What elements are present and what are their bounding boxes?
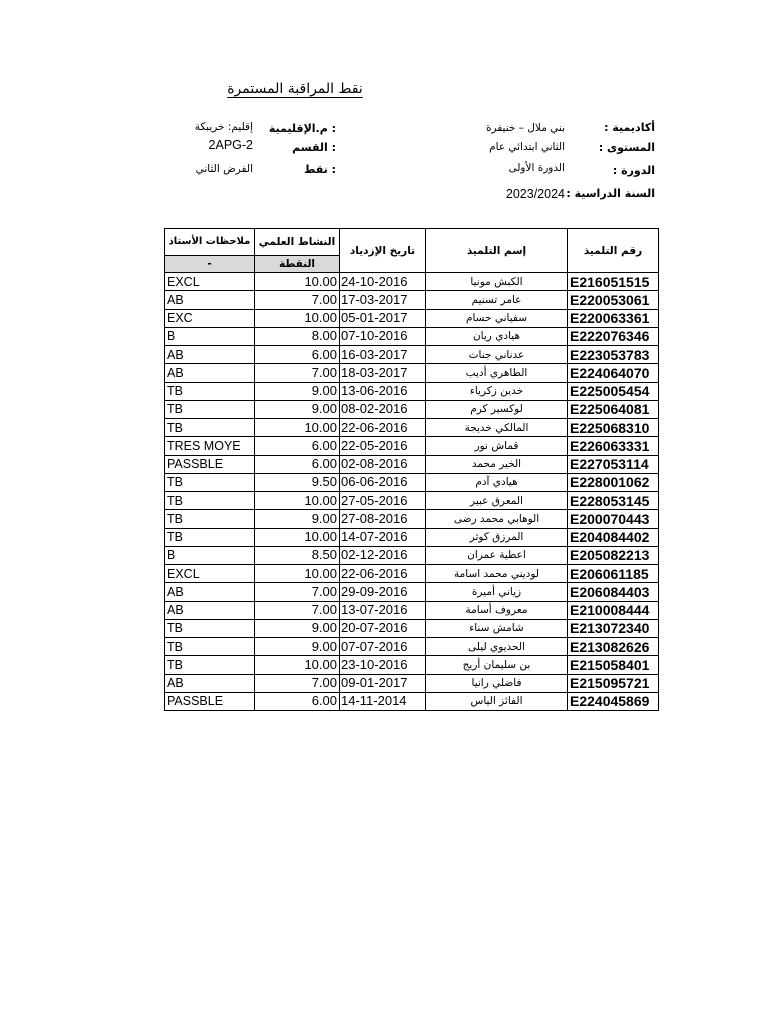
table-body bbox=[165, 273, 659, 711]
student-id-cell: E225068310 bbox=[568, 419, 659, 437]
student-name-cell: المالكي خديجة bbox=[426, 419, 568, 437]
birthdate-cell: 09-01-2017 bbox=[340, 674, 426, 692]
grade-cell: 7.00 bbox=[255, 601, 340, 619]
table-row bbox=[165, 473, 659, 491]
note-cell: AB bbox=[165, 601, 255, 619]
student-id-cell: E220053061 bbox=[568, 291, 659, 309]
note-cell: TB bbox=[165, 473, 255, 491]
birthdate-cell: 07-07-2016 bbox=[340, 638, 426, 656]
student-name-cell: الحديوي ليلى bbox=[426, 638, 568, 656]
birthdate-cell: 02-08-2016 bbox=[340, 455, 426, 473]
student-name-cell: شامش سناء bbox=[426, 619, 568, 637]
note-cell: PASSBLE bbox=[165, 692, 255, 710]
note-cell: TB bbox=[165, 400, 255, 418]
birthdate-cell: 23-10-2016 bbox=[340, 656, 426, 674]
birthdate-cell: 02-12-2016 bbox=[340, 546, 426, 564]
note-cell: TRES MOYE bbox=[165, 437, 255, 455]
birthdate-cell: 24-10-2016 bbox=[340, 273, 426, 291]
student-id-cell: E227053114 bbox=[568, 455, 659, 473]
class-label: : القسم bbox=[292, 141, 336, 154]
student-id-cell: E222076346 bbox=[568, 327, 659, 345]
activity-header: النشاط العلمي bbox=[255, 229, 340, 256]
student-name-cell: معروف أسامة bbox=[426, 601, 568, 619]
note-cell: EXCL bbox=[165, 273, 255, 291]
table-row bbox=[165, 619, 659, 637]
level-label: المستوى : bbox=[598, 141, 655, 154]
birthdate-cell: 14-07-2016 bbox=[340, 528, 426, 546]
student-id-cell: E210008444 bbox=[568, 601, 659, 619]
student-name-cell: زياني أميرة bbox=[426, 583, 568, 601]
birthdate-cell: 05-01-2017 bbox=[340, 309, 426, 327]
grade-subheader: النقطة bbox=[255, 256, 340, 273]
grade-cell: 6.00 bbox=[255, 346, 340, 364]
student-name-cell: عامر تسنيم bbox=[426, 291, 568, 309]
table-row bbox=[165, 674, 659, 692]
school-year-label: السنة الدراسية : bbox=[566, 187, 655, 200]
grade-cell: 7.00 bbox=[255, 364, 340, 382]
grade-cell: 9.00 bbox=[255, 382, 340, 400]
birthdate-cell: 06-06-2016 bbox=[340, 473, 426, 491]
student-id-cell: E226063331 bbox=[568, 437, 659, 455]
student-id-cell: E225005454 bbox=[568, 382, 659, 400]
table-row bbox=[165, 346, 659, 364]
grade-cell: 9.00 bbox=[255, 638, 340, 656]
birthdate-cell: 22-06-2016 bbox=[340, 419, 426, 437]
grade-cell: 9.00 bbox=[255, 400, 340, 418]
student-name-cell: المرزق كوثر bbox=[426, 528, 568, 546]
birthdate-cell: 07-10-2016 bbox=[340, 327, 426, 345]
grade-cell: 8.50 bbox=[255, 546, 340, 564]
table-row bbox=[165, 419, 659, 437]
assessment-value: الفرض الثاني bbox=[195, 163, 253, 175]
student-id-cell: E205082213 bbox=[568, 546, 659, 564]
note-cell: TB bbox=[165, 528, 255, 546]
student-id-cell: E228001062 bbox=[568, 473, 659, 491]
note-cell: TB bbox=[165, 656, 255, 674]
note-cell: TB bbox=[165, 510, 255, 528]
grade-cell: 10.00 bbox=[255, 309, 340, 327]
note-cell: B bbox=[165, 546, 255, 564]
directorate-value: إقليم: خريبكة bbox=[194, 121, 253, 133]
student-name-header: إسم التلميذ bbox=[426, 229, 568, 273]
grade-cell: 10.00 bbox=[255, 419, 340, 437]
student-id-cell: E225064081 bbox=[568, 400, 659, 418]
student-name-cell: الطاهري أديب bbox=[426, 364, 568, 382]
birthdate-cell: 29-09-2016 bbox=[340, 583, 426, 601]
table-row bbox=[165, 437, 659, 455]
student-name-cell: المعرق عبير bbox=[426, 492, 568, 510]
grade-cell: 7.00 bbox=[255, 291, 340, 309]
student-id-cell: E224064070 bbox=[568, 364, 659, 382]
student-name-cell: الفائز الياس bbox=[426, 692, 568, 710]
assessment-label: : نقط bbox=[303, 163, 336, 176]
birthdate-cell: 13-06-2016 bbox=[340, 382, 426, 400]
grade-cell: 9.00 bbox=[255, 619, 340, 637]
student-name-cell: هيادي آدم bbox=[426, 473, 568, 491]
table-row bbox=[165, 510, 659, 528]
table-row bbox=[165, 291, 659, 309]
grade-cell: 10.00 bbox=[255, 565, 340, 583]
student-id-cell: E213072340 bbox=[568, 619, 659, 637]
birthdate-cell: 27-08-2016 bbox=[340, 510, 426, 528]
student-name-cell: سفياني حسام bbox=[426, 309, 568, 327]
grade-cell: 10.00 bbox=[255, 528, 340, 546]
note-cell: TB bbox=[165, 382, 255, 400]
student-id-cell: E206084403 bbox=[568, 583, 659, 601]
school-year-value: 2023/2024 bbox=[505, 187, 565, 201]
academy-value: بني ملال – خنيفرة bbox=[485, 122, 565, 134]
birthdate-cell: 14-11-2014 bbox=[340, 692, 426, 710]
student-id-cell: E220063361 bbox=[568, 309, 659, 327]
student-id-cell: E213082626 bbox=[568, 638, 659, 656]
grade-cell: 8.00 bbox=[255, 327, 340, 345]
header-row bbox=[165, 229, 659, 256]
note-cell: TB bbox=[165, 638, 255, 656]
birthdate-cell: 27-05-2016 bbox=[340, 492, 426, 510]
table-row bbox=[165, 565, 659, 583]
grade-cell: 9.00 bbox=[255, 510, 340, 528]
student-id-header: رقم التلميذ bbox=[568, 229, 659, 273]
birthdate-cell: 13-07-2016 bbox=[340, 601, 426, 619]
note-cell: AB bbox=[165, 583, 255, 601]
class-value: 2APG-2 bbox=[208, 138, 253, 152]
student-id-cell: E223053783 bbox=[568, 346, 659, 364]
student-name-cell: بن سليمان أريج bbox=[426, 656, 568, 674]
birthdate-cell: 16-03-2017 bbox=[340, 346, 426, 364]
level-value: الثاني ابتدائي عام bbox=[489, 141, 565, 153]
note-cell: AB bbox=[165, 346, 255, 364]
student-name-cell: فاضلي رانيا bbox=[426, 674, 568, 692]
table-row bbox=[165, 273, 659, 291]
table-row bbox=[165, 692, 659, 710]
table-row bbox=[165, 638, 659, 656]
notes-subheader: - bbox=[165, 256, 255, 273]
note-cell: TB bbox=[165, 492, 255, 510]
student-id-cell: E200070443 bbox=[568, 510, 659, 528]
birthdate-header: تاريخ الإزدياد bbox=[340, 229, 426, 273]
student-id-cell: E224045869 bbox=[568, 692, 659, 710]
table-row bbox=[165, 656, 659, 674]
student-id-cell: E216051515 bbox=[568, 273, 659, 291]
table-row bbox=[165, 400, 659, 418]
note-cell: TB bbox=[165, 619, 255, 637]
table-row bbox=[165, 309, 659, 327]
table-header bbox=[165, 229, 659, 273]
student-name-cell: اعطية عمران bbox=[426, 546, 568, 564]
note-cell: AB bbox=[165, 364, 255, 382]
note-cell: B bbox=[165, 327, 255, 345]
table-row bbox=[165, 583, 659, 601]
grade-cell: 10.00 bbox=[255, 492, 340, 510]
birthdate-cell: 18-03-2017 bbox=[340, 364, 426, 382]
student-id-cell: E215095721 bbox=[568, 674, 659, 692]
student-id-cell: E228053145 bbox=[568, 492, 659, 510]
note-cell: EXC bbox=[165, 309, 255, 327]
grade-cell: 6.00 bbox=[255, 437, 340, 455]
student-name-cell: الكبش مونيا bbox=[426, 273, 568, 291]
student-name-cell: عدناني جنات bbox=[426, 346, 568, 364]
student-name-cell: لوكسير كرم bbox=[426, 400, 568, 418]
note-cell: AB bbox=[165, 291, 255, 309]
table-row bbox=[165, 455, 659, 473]
student-id-cell: E215058401 bbox=[568, 656, 659, 674]
grade-cell: 6.00 bbox=[255, 692, 340, 710]
grade-cell: 10.00 bbox=[255, 656, 340, 674]
table-row bbox=[165, 601, 659, 619]
birthdate-cell: 08-02-2016 bbox=[340, 400, 426, 418]
grade-cell: 9.50 bbox=[255, 473, 340, 491]
student-name-cell: هيادي ريان bbox=[426, 327, 568, 345]
table-row bbox=[165, 492, 659, 510]
student-id-cell: E206061185 bbox=[568, 565, 659, 583]
table-row bbox=[165, 382, 659, 400]
student-name-cell: خدين زكرياء bbox=[426, 382, 568, 400]
academy-label: أكاديمية : bbox=[604, 121, 655, 134]
student-name-cell: الوهابي محمد رضى bbox=[426, 510, 568, 528]
page-title: نقط المراقبة المستمرة bbox=[227, 81, 363, 97]
notes-header: ملاحظات الأستاذ bbox=[165, 229, 255, 256]
birthdate-cell: 22-05-2016 bbox=[340, 437, 426, 455]
table-row bbox=[165, 528, 659, 546]
grade-cell: 7.00 bbox=[255, 674, 340, 692]
note-cell: EXCL bbox=[165, 565, 255, 583]
directorate-label: : م.الإقليمية bbox=[268, 122, 336, 135]
note-cell: AB bbox=[165, 674, 255, 692]
table-row bbox=[165, 546, 659, 564]
grade-cell: 7.00 bbox=[255, 583, 340, 601]
table-row bbox=[165, 364, 659, 382]
session-label: الدورة : bbox=[612, 164, 655, 177]
note-cell: PASSBLE bbox=[165, 455, 255, 473]
grade-cell: 6.00 bbox=[255, 455, 340, 473]
table-row bbox=[165, 327, 659, 345]
student-name-cell: لوديني محمد اسامة bbox=[426, 565, 568, 583]
grade-cell: 10.00 bbox=[255, 273, 340, 291]
session-value: الدورة الأولى bbox=[508, 162, 565, 174]
birthdate-cell: 20-07-2016 bbox=[340, 619, 426, 637]
birthdate-cell: 17-03-2017 bbox=[340, 291, 426, 309]
birthdate-cell: 22-06-2016 bbox=[340, 565, 426, 583]
student-name-cell: قماش نور bbox=[426, 437, 568, 455]
note-cell: TB bbox=[165, 419, 255, 437]
student-id-cell: E204084402 bbox=[568, 528, 659, 546]
grades-table bbox=[164, 228, 659, 711]
student-name-cell: الخير محمد bbox=[426, 455, 568, 473]
